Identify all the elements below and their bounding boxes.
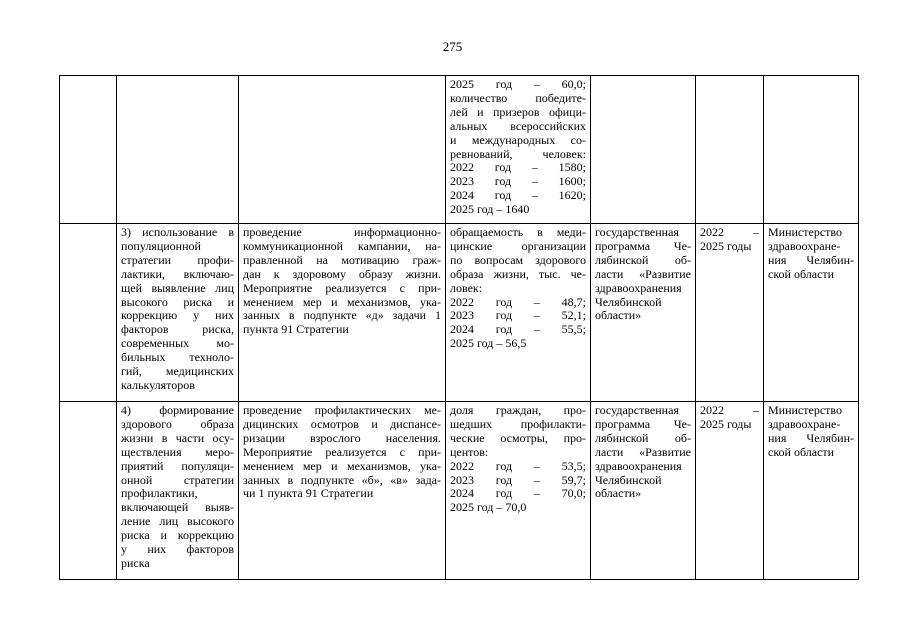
cell-line: лябинской об- (595, 430, 691, 445)
cell-line: шедших профилакти- (450, 416, 586, 431)
table-row (60, 224, 859, 402)
cell-line: чи 1 пункта 91 Стратегии (243, 486, 374, 501)
cell-line: проведение профилактических ме- (243, 403, 441, 417)
cell-line: 2025 годы (700, 416, 752, 431)
cell-executor (764, 402, 859, 580)
cell-line: образа жизни, тыс. че- (450, 266, 586, 281)
cell-measure (239, 402, 446, 580)
cell-line: ревнований, человек: (450, 146, 586, 161)
cell-line: цинские организации (450, 238, 586, 253)
cell-line: ской области (768, 266, 835, 281)
cell-line: 2022 – (700, 403, 759, 417)
cell-line: менением мер и механизмов, ука- (243, 458, 441, 473)
cell-line: программа Че- (595, 238, 691, 253)
cell-indicator (446, 76, 591, 224)
cell-line: пункта 91 Стратегии (243, 322, 349, 337)
cell-indicator (446, 224, 591, 402)
cell-line: бильных техноло- (121, 350, 234, 365)
cell-line: здравоохране- (768, 238, 841, 253)
cell-period (696, 402, 764, 580)
cell-line: факторов риска, (121, 322, 234, 337)
cell-line: занных в подпункте «д» задачи 1 (243, 308, 441, 323)
cell-indicator (446, 402, 591, 580)
cell-program (591, 224, 696, 402)
cell-line: обращаемость в меди- (450, 225, 586, 239)
cell-line: коррекцию у них (121, 308, 234, 323)
cell-measure (239, 224, 446, 402)
cell-line: лябинской об- (595, 252, 691, 267)
cell-line: жизни в части осу- (121, 430, 234, 445)
cell-executor (764, 224, 859, 402)
cell-line: 2023 год – 52,1; (450, 308, 586, 323)
cell-line: 2025 год – 60,0; (450, 77, 586, 91)
cell-line: и международных со- (450, 132, 586, 147)
cell-line: здорового образа (121, 416, 234, 431)
cell-line: 2023 год – 1600; (450, 174, 586, 189)
cell-line: дицинских осмотров и диспансе- (243, 416, 441, 431)
cell-line: ния Челябин- (768, 430, 854, 445)
cell-program (591, 76, 696, 224)
cell-line: 2025 годы (700, 238, 752, 253)
cell-line: профилактики, (121, 486, 198, 501)
cell-line: занных в подпункте «б», «в» зада- (243, 472, 441, 487)
cell-line: 2023 год – 59,7; (450, 472, 586, 487)
cell-line: здравоохранения (595, 458, 682, 473)
cell-measure (239, 76, 446, 224)
cell-line: альных всероссийских (450, 118, 586, 133)
cell-line: государственная (595, 403, 679, 417)
cell-line: ление лиц высокого (121, 514, 234, 529)
cell-program (591, 402, 696, 580)
cell-line: Челябинской (595, 472, 662, 487)
cell-line: популяционной (121, 238, 201, 253)
cell-line: лактики, включаю- (121, 266, 234, 281)
cell-line: здравоохране- (768, 416, 841, 431)
cell-line: менением мер и механизмов, ука- (243, 294, 441, 309)
cell-line: 2025 год – 56,5 (450, 336, 527, 351)
cell-line: Министерство (768, 403, 842, 417)
cell-line: здравоохранения (595, 280, 682, 295)
cell-line: ризации взрослого населения. (243, 430, 441, 445)
table-row (60, 402, 859, 580)
cell-line: современных мо- (121, 336, 234, 351)
cell-line: доля граждан, про- (450, 403, 586, 417)
cell-period (696, 76, 764, 224)
cell-line: ласти «Развитие (595, 266, 691, 281)
cell-line: щей выявление лиц (121, 280, 234, 295)
cell-line: у них факторов (121, 542, 234, 557)
cell-line: ния Челябин- (768, 252, 854, 267)
cell-line: гий, медицинских (121, 364, 234, 379)
cell-number (60, 224, 117, 402)
cell-line: ской области (768, 444, 835, 459)
cell-line: Министерство (768, 225, 842, 239)
cell-line: программа Че- (595, 416, 691, 431)
cell-line: центов: (450, 444, 489, 459)
cell-line: высокого риска и (121, 294, 234, 309)
cell-line: государственная (595, 225, 679, 239)
cell-line: 2024 год – 70,0; (450, 486, 586, 501)
cell-line: 2024 год – 55,5; (450, 322, 586, 337)
cell-line: коммуникационной кампании, на- (243, 238, 441, 253)
cell-line: стратегии профи- (121, 252, 234, 267)
cell-line: 2025 год – 1640 (450, 202, 530, 217)
cell-line: области» (595, 486, 642, 501)
cell-line: 2024 год – 1620; (450, 188, 586, 203)
cell-line: 2022 – (700, 225, 759, 239)
cell-line: Челябинской (595, 294, 662, 309)
cell-executor (764, 76, 859, 224)
cell-line: калькуляторов (121, 377, 195, 392)
cell-line: по вопросам здорового (450, 252, 586, 267)
cell-line: 2025 год – 70,0 (450, 500, 527, 515)
cell-line: проведение информационно- (243, 225, 441, 239)
cell-line: включающей выяв- (121, 500, 234, 515)
cell-task (117, 402, 239, 580)
cell-line: приятий популяци- (121, 458, 234, 473)
cell-line: 4) формирование (121, 403, 234, 417)
measures-table (59, 75, 859, 580)
cell-line: 2022 год – 1580; (450, 160, 586, 175)
cell-line: лей и призеров офици- (450, 104, 586, 119)
cell-line: ществления меро- (121, 444, 234, 459)
cell-line: риска и коррекцию (121, 528, 234, 543)
cell-line: ческие осмотры, про- (450, 430, 586, 445)
cell-line: 2022 год – 53,5; (450, 458, 586, 473)
page-number: 275 (442, 39, 463, 54)
cell-task (117, 224, 239, 402)
cell-line: Мероприятие реализуется с при- (243, 280, 441, 295)
cell-line: ловек: (450, 280, 483, 295)
cell-line: количество победите- (450, 90, 586, 105)
cell-number (60, 402, 117, 580)
cell-task (117, 76, 239, 224)
cell-line: дан к здоровому образу жизни. (243, 266, 441, 281)
cell-line: ласти «Развитие (595, 444, 691, 459)
table-row (60, 76, 859, 224)
cell-line: правленной на мотивацию граж- (243, 252, 441, 267)
cell-line: 2022 год – 48,7; (450, 294, 586, 309)
cell-line: области» (595, 308, 642, 323)
cell-line: 3) использование в (121, 225, 234, 239)
cell-line: онной стратегии (121, 472, 234, 487)
cell-line: риска (121, 555, 150, 570)
cell-period (696, 224, 764, 402)
cell-number (60, 76, 117, 224)
cell-line: Мероприятие реализуется с при- (243, 444, 441, 459)
